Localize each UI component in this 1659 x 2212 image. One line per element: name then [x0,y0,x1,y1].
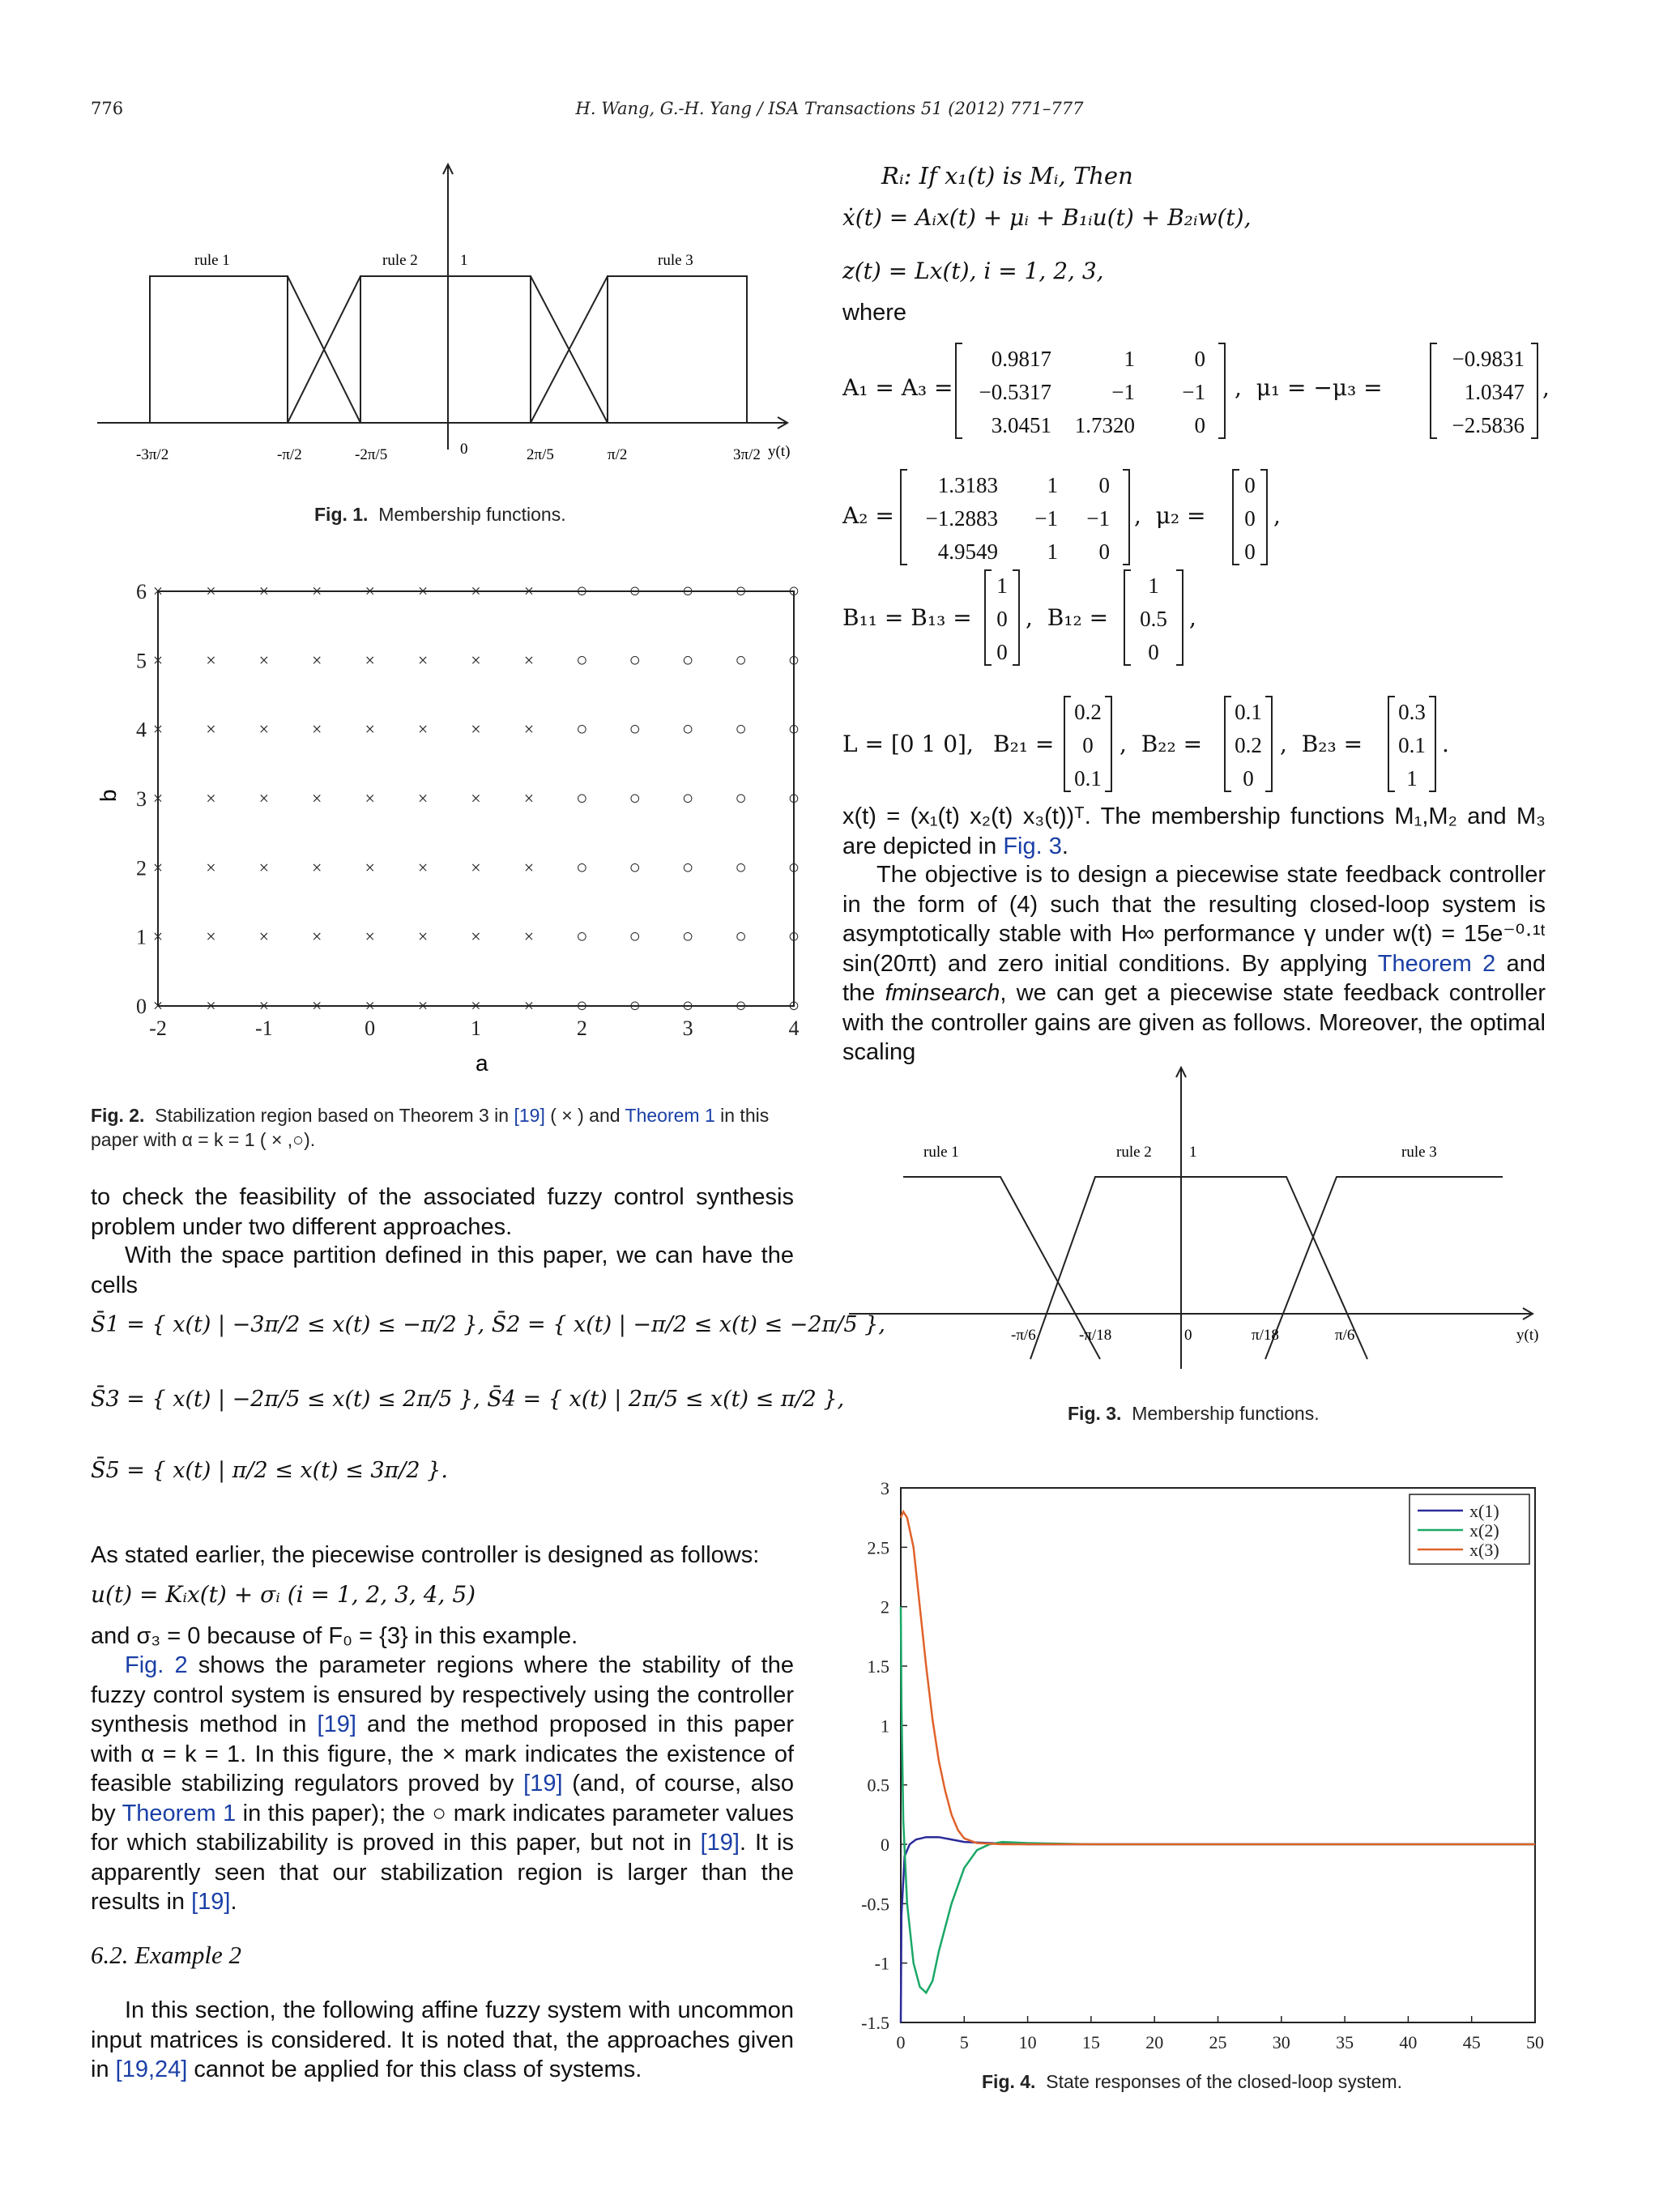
fig1-rule1-label: rule 1 [194,252,230,269]
mu2-vector [1230,467,1270,568]
circle-mark: ○ [787,650,800,671]
cross-mark: × [258,995,270,1016]
cross-mark: × [523,650,535,671]
cross-mark: × [417,995,429,1016]
cross-mark: × [258,718,270,739]
fig1-tick-0: -3π/2 [136,446,169,463]
svg-text:1: 1 [1406,766,1418,791]
fig1-membership-plot [89,158,810,478]
fig1-tick-1: -π/2 [277,446,302,463]
cross-mark: × [206,581,216,601]
cross-mark: × [258,650,270,671]
svg-text:0.1: 0.1 [1398,733,1426,757]
state-definition-para: x(t) = (x₁(t) x₂(t) x₃(t))ᵀ. The membership functions M₁,M₂ and M₃ are depicted in Fig. 3. [842,803,1546,859]
fig3-tick-2: 0 [1184,1327,1192,1344]
cells-eq-row3: S̄5 = { x(t) | π/2 ≤ x(t) ≤ 3π/2 }. [91,1458,448,1483]
cross-mark: × [471,581,481,601]
fig4-x-tick: 10 [1018,2032,1037,2052]
circle-mark: ○ [576,650,588,671]
fig1-tick-3: 0 [460,441,468,458]
B22-label: , B₂₂ = [1120,731,1203,757]
svg-text:0: 0 [1244,473,1256,497]
svg-text:−0.5317: −0.5317 [979,380,1051,404]
fig1-tick-5: π/2 [608,446,628,463]
svg-text:−1.2883: −1.2883 [925,506,998,531]
circle-mark: ○ [576,995,588,1016]
cross-mark: × [417,857,429,878]
fig1-rule1-shape [150,276,288,423]
circle-mark: ○ [681,581,694,602]
svg-text:0.9817: 0.9817 [991,347,1051,371]
cross-mark: × [365,857,375,878]
fig4-y-tick: 3 [881,1478,889,1498]
ref-19-link-2[interactable]: [19] [523,1771,563,1796]
left-para-2: With the space partition defined in this paper, we can have the cells [91,1242,794,1298]
fig2-caption-ref-19[interactable]: [19] [514,1105,545,1126]
circle-mark: ○ [576,857,588,879]
svg-text:0.2: 0.2 [1074,700,1102,724]
fig4-caption: Fig. 4. State responses of the closed-loop system. [982,2071,1403,2092]
fig4-legend-label: x(2) [1469,1520,1499,1541]
circle-mark: ○ [681,718,694,740]
circle-mark: ○ [681,926,694,948]
fig2-x-tick: 1 [471,1016,481,1040]
fig1-one-label: 1 [460,252,468,269]
fig4-y-tick: -1.5 [861,2013,889,2033]
ref-19-link-4[interactable]: [19] [191,1889,231,1915]
circle-mark: ○ [681,995,694,1016]
circle-mark: ○ [787,788,800,809]
fig2-x-tick: -2 [149,1016,167,1040]
cross-mark: × [206,650,216,671]
cross-mark: × [365,926,375,947]
cross-mark: × [152,718,164,739]
fig3-rule2-label: rule 2 [1116,1144,1152,1161]
fig3-membership-plot [842,1061,1555,1385]
A2-matrix [898,467,1132,568]
mu2-label: , μ₂ = [1134,502,1206,529]
svg-text:−2.5836: −2.5836 [1452,413,1525,437]
left-para-1: to check the feasibility of the associated fuzzy control synthesis problem under two different approaches. [91,1184,794,1240]
L-label: L = [0 1 0], [842,731,974,757]
circle-mark: ○ [681,857,694,879]
fig3-rule3-label: rule 3 [1401,1144,1437,1161]
circle-mark: ○ [629,650,641,671]
svg-text:−1: −1 [1111,380,1135,404]
fig4-y-tick: 0 [881,1835,889,1855]
ref-19-link[interactable]: [19] [317,1711,356,1737]
fig4-y-tick: 2.5 [867,1537,889,1558]
cross-mark: × [206,995,216,1016]
fig3-link[interactable]: Fig. 3 [1003,833,1062,859]
svg-text:1: 1 [1047,539,1058,564]
cross-mark: × [365,718,375,739]
B12-vector [1121,567,1186,668]
fig4-x-tick: 0 [896,2032,906,2052]
svg-text:0: 0 [1194,413,1205,437]
svg-text:0.1: 0.1 [1074,766,1102,791]
mu1-label: , μ₁ = −μ₃ = [1235,374,1383,401]
fig1-rule3-shape [608,276,747,423]
circle-mark: ○ [681,650,694,671]
fig2-x-tick: 2 [576,1016,587,1040]
cross-mark: × [312,650,322,671]
cross-mark: × [312,857,322,878]
mu1-vector [1427,340,1541,441]
cross-mark: × [471,718,481,739]
fig4-x-tick: 50 [1526,2032,1544,2052]
fig2-caption: Fig. 2. Stabilization region based on Theorem 3 in [19] ( × ) and Theorem 1 in this paper with α = k = 1 ( × ,○). [91,1105,770,1150]
cells-eq-row2: S̄3 = { x(t) | −2π/5 ≤ x(t) ≤ 2π/5 }, S̄4 = { x(t) | 2π/5 ≤ x(t) ≤ π/2 }, [91,1387,845,1412]
fig4-x-tick: 15 [1081,2032,1100,2052]
cross-mark: × [152,926,164,947]
svg-text:0.3: 0.3 [1398,700,1426,724]
cross-mark: × [523,995,535,1016]
cross-mark: × [206,857,216,878]
svg-text:0.2: 0.2 [1235,733,1262,757]
fig4-plot-frame [901,1488,1535,2022]
fig2-y-tick: 2 [136,856,147,880]
cross-mark: × [471,926,481,947]
circle-mark: ○ [735,857,747,879]
cross-mark: × [471,650,481,671]
fig2-ylabel: b [96,789,121,802]
circle-mark: ○ [735,650,747,671]
B11-vector [982,567,1022,668]
cross-mark: × [206,926,216,947]
svg-text:0: 0 [1098,539,1110,564]
circle-mark: ○ [735,926,747,948]
fig3-tick-4: π/6 [1335,1327,1355,1344]
fig4-series-2 [901,1607,1535,1993]
circle-mark: ○ [576,788,588,809]
svg-text:0.1: 0.1 [1235,700,1262,724]
circle-mark: ○ [787,581,800,602]
objective-para: The objective is to design a piecewise state feedback controller in the form of (4) such that the resulting closed-loop system is asymptotically stable with H∞ performance γ under w(t) = 15e⁻⁰·¹ᵗ sin(20πt) and zero initial conditions. By applying Theorem 2 and the fminsearch, we can get a piecewise state feedback controller with the controller gains are given as follows. Moreover, the optimal scaling [842,862,1546,1065]
controller-eq: u(t) = Kᵢx(t) + σᵢ (i = 1, 2, 3, 4, 5) [91,1581,476,1608]
fig1-tick-4: 2π/5 [527,446,554,463]
left-para-6: In this section, the following affine fuzzy system with uncommon input matrices is considered. It is noted that, the approaches given in [19,24] cannot be applied for this class of systems. [91,1997,794,2082]
fig2-caption-theorem-1-link[interactable]: Theorem 1 [625,1105,715,1126]
cross-mark: × [523,788,535,808]
ref-19-link-3[interactable]: [19] [700,1830,740,1856]
B12-comma: , [1189,604,1196,631]
fig4-x-tick: 30 [1272,2032,1290,2052]
running-title: H. Wang, G.-H. Yang / ISA Transactions 51 (2012) 771–777 [575,99,1084,118]
circle-mark: ○ [787,857,800,879]
cross-mark: × [523,857,535,878]
fig2-link[interactable]: Fig. 2 [125,1652,188,1678]
fig1-tick-6: 3π/2 [733,446,761,463]
svg-text:1: 1 [1047,473,1058,497]
cross-mark: × [417,650,429,671]
cross-mark: × [523,581,535,601]
cross-mark: × [152,995,164,1016]
B21-vector [1061,693,1115,795]
fig2-y-tick: 5 [136,649,147,673]
cross-mark: × [152,857,164,878]
cross-mark: × [417,926,429,947]
svg-text:0: 0 [1244,506,1256,531]
circle-mark: ○ [629,718,641,740]
B23-label: , B₂₃ = [1280,731,1363,757]
cross-mark: × [258,581,270,601]
page-number: 776 [91,99,124,118]
fig4-y-tick: -0.5 [861,1894,889,1915]
svg-text:−1: −1 [1086,506,1110,531]
cross-mark: × [471,857,481,878]
B21-label: B₂₁ = [993,731,1055,757]
fig2-x-tick: -1 [254,1016,273,1040]
rule-statement: Rᵢ: If x₁(t) is Mᵢ, Then [881,162,1133,190]
state-eq: ẋ(t) = Aᵢx(t) + μᵢ + B₁ᵢu(t) + B₂ᵢw(t), [842,204,1252,231]
circle-mark: ○ [787,718,800,740]
fig4-y-tick: 1 [881,1715,889,1737]
B23-vector [1385,693,1439,795]
where-label: where [842,300,906,326]
circle-mark: ○ [681,788,694,809]
A1-matrix [953,340,1228,441]
fig4-y-tick: 2 [881,1596,889,1617]
fig1-rule3-label: rule 3 [658,252,693,269]
fig4-y-tick: 1.5 [867,1656,889,1677]
svg-text:1: 1 [1148,573,1159,598]
circle-mark: ○ [576,926,588,948]
fig2-y-tick: 1 [136,925,147,949]
cells-eq-row1: S̄1 = { x(t) | −3π/2 ≤ x(t) ≤ −π/2 }, S̄2 = { x(t) | −π/2 ≤ x(t) ≤ −2π/5 }, [91,1312,885,1337]
B11-label: B₁₁ = B₁₃ = [842,604,972,631]
cross-mark: × [417,718,429,739]
cross-mark: × [312,718,322,739]
fig4-x-tick: 25 [1209,2032,1227,2052]
B12-label: , B₁₂ = [1026,604,1109,631]
cross-mark: × [258,788,270,808]
left-para-4: and σ₃ = 0 because of F₀ = {3} in this example. [91,1623,578,1649]
fig2-scatter-plot [96,567,814,1085]
cross-mark: × [206,788,216,808]
circle-mark: ○ [629,788,641,809]
circle-mark: ○ [629,995,641,1016]
svg-text:−0.9831: −0.9831 [1452,347,1525,371]
cross-mark: × [523,926,535,947]
fig3-rule1-label: rule 1 [923,1144,959,1161]
fig4-x-tick: 35 [1336,2032,1354,2052]
output-eq: z(t) = Lx(t), i = 1, 2, 3, [842,258,1104,284]
fig1-tick-7: y(t) [768,443,791,460]
fig4-x-tick: 20 [1145,2032,1164,2052]
fig2-x-tick: 0 [365,1016,376,1040]
fig4-line-chart [842,1470,1555,2053]
fig2-x-tick: 3 [682,1016,693,1040]
cross-mark: × [152,788,164,808]
cross-mark: × [312,581,322,601]
fig4-x-tick: 40 [1399,2032,1418,2052]
theorem-1-link[interactable]: Theorem 1 [122,1800,237,1826]
fig4-series-1 [901,1837,1535,2022]
mu2-comma: , [1273,502,1281,529]
cross-mark: × [365,581,375,601]
cross-mark: × [417,581,429,601]
svg-text:0: 0 [1148,640,1159,664]
svg-text:0: 0 [1244,539,1256,564]
fig1-caption: Fig. 1. Membership functions. [314,504,566,525]
fig4-y-tick: 0.5 [867,1775,889,1796]
cross-mark: × [152,650,164,671]
B23-period: . [1442,731,1449,757]
A1-label: A₁ = A₃ = [842,374,953,401]
fig3-rule1-shape [903,1177,1100,1359]
fig2-y-tick: 3 [136,787,147,811]
fig4-legend-label: x(1) [1469,1501,1499,1521]
svg-text:4.9549: 4.9549 [937,539,998,564]
cross-mark: × [471,995,481,1016]
fig4-y-tick: -1 [874,1953,889,1974]
svg-text:1.3183: 1.3183 [937,473,998,497]
fig2-y-tick: 0 [136,995,147,1018]
fig1-tick-2: -2π/5 [355,446,388,463]
svg-text:0: 0 [1243,766,1254,791]
B22-vector [1222,693,1275,795]
cross-mark: × [312,926,322,947]
cross-mark: × [365,650,375,671]
theorem-2-link[interactable]: Theorem 2 [1377,950,1496,977]
cross-mark: × [152,581,164,601]
circle-mark: ○ [735,718,747,740]
fig1-rule2-label: rule 2 [382,252,418,269]
svg-text:−1: −1 [1182,380,1205,404]
cross-mark: × [365,788,375,808]
ref-19-24-link[interactable]: [19,24] [115,2056,188,2082]
circle-mark: ○ [576,718,588,740]
mu1-comma: , [1542,374,1550,401]
circle-mark: ○ [629,581,641,602]
fig2-x-tick: 4 [788,1016,800,1040]
fig3-tick-3: π/18 [1252,1327,1279,1344]
svg-text:1.7320: 1.7320 [1074,413,1135,437]
circle-mark: ○ [576,581,588,602]
cross-mark: × [258,857,270,878]
fig3-one-label: 1 [1189,1144,1197,1161]
svg-text:0: 0 [996,607,1008,631]
fig1-rule2-shape [360,276,531,423]
left-para-3: As stated earlier, the piecewise controller is designed as follows: [91,1542,760,1568]
fig3-tick-5: y(t) [1516,1327,1539,1344]
fig2-xlabel: a [476,1051,488,1076]
section-heading: 6.2. Example 2 [91,1941,241,1969]
svg-text:0: 0 [1098,473,1110,497]
svg-text:1: 1 [1124,347,1135,371]
cross-mark: × [206,718,216,739]
fig3-tick-1: -π/18 [1079,1327,1112,1344]
svg-text:1: 1 [996,573,1008,598]
fig4-x-tick: 45 [1462,2032,1481,2052]
circle-mark: ○ [629,857,641,879]
fig2-y-tick: 4 [136,718,147,742]
cross-mark: × [523,718,535,739]
svg-text:3.0451: 3.0451 [991,413,1051,437]
svg-text:0: 0 [1082,733,1094,757]
cross-mark: × [417,788,429,808]
cross-mark: × [312,788,322,808]
fig3-tick-0: -π/6 [1011,1327,1036,1344]
svg-text:0: 0 [1194,347,1205,371]
fig4-x-tick: 5 [959,2032,969,2052]
cross-mark: × [312,995,322,1016]
cross-mark: × [365,995,375,1016]
circle-mark: ○ [629,926,641,948]
circle-mark: ○ [735,581,747,602]
left-para-5: Fig. 2 shows the parameter regions where the stability of the fuzzy control system is ensured by respectively using the controller synthesis method in [19] and the method proposed in this paper with α = k = 1. In this figure, the × mark indicates the existence of feasible stabilizing regulators proved by [19] (and, of course, also by Theorem 1 in this paper); the ○ mark indicates parameter values for which stabilizability is proved in this paper, but not in [19]. It is apparently seen that our stabilization region is larger than the results in [19]. [91,1652,794,1915]
svg-text:−1: −1 [1034,506,1058,531]
cross-mark: × [258,926,270,947]
fig2-y-tick: 6 [136,580,147,603]
circle-mark: ○ [787,995,800,1016]
circle-mark: ○ [787,926,800,948]
circle-mark: ○ [735,788,747,809]
svg-text:1.0347: 1.0347 [1464,380,1525,404]
fig3-caption: Fig. 3. Membership functions. [1068,1403,1320,1424]
cross-mark: × [471,788,481,808]
circle-mark: ○ [735,995,747,1016]
svg-text:0.5: 0.5 [1140,607,1167,631]
A2-label: A₂ = [842,502,894,529]
fig4-legend-label: x(3) [1469,1540,1499,1560]
svg-text:0: 0 [996,640,1008,664]
fig3-rule3-shape [1265,1177,1503,1359]
